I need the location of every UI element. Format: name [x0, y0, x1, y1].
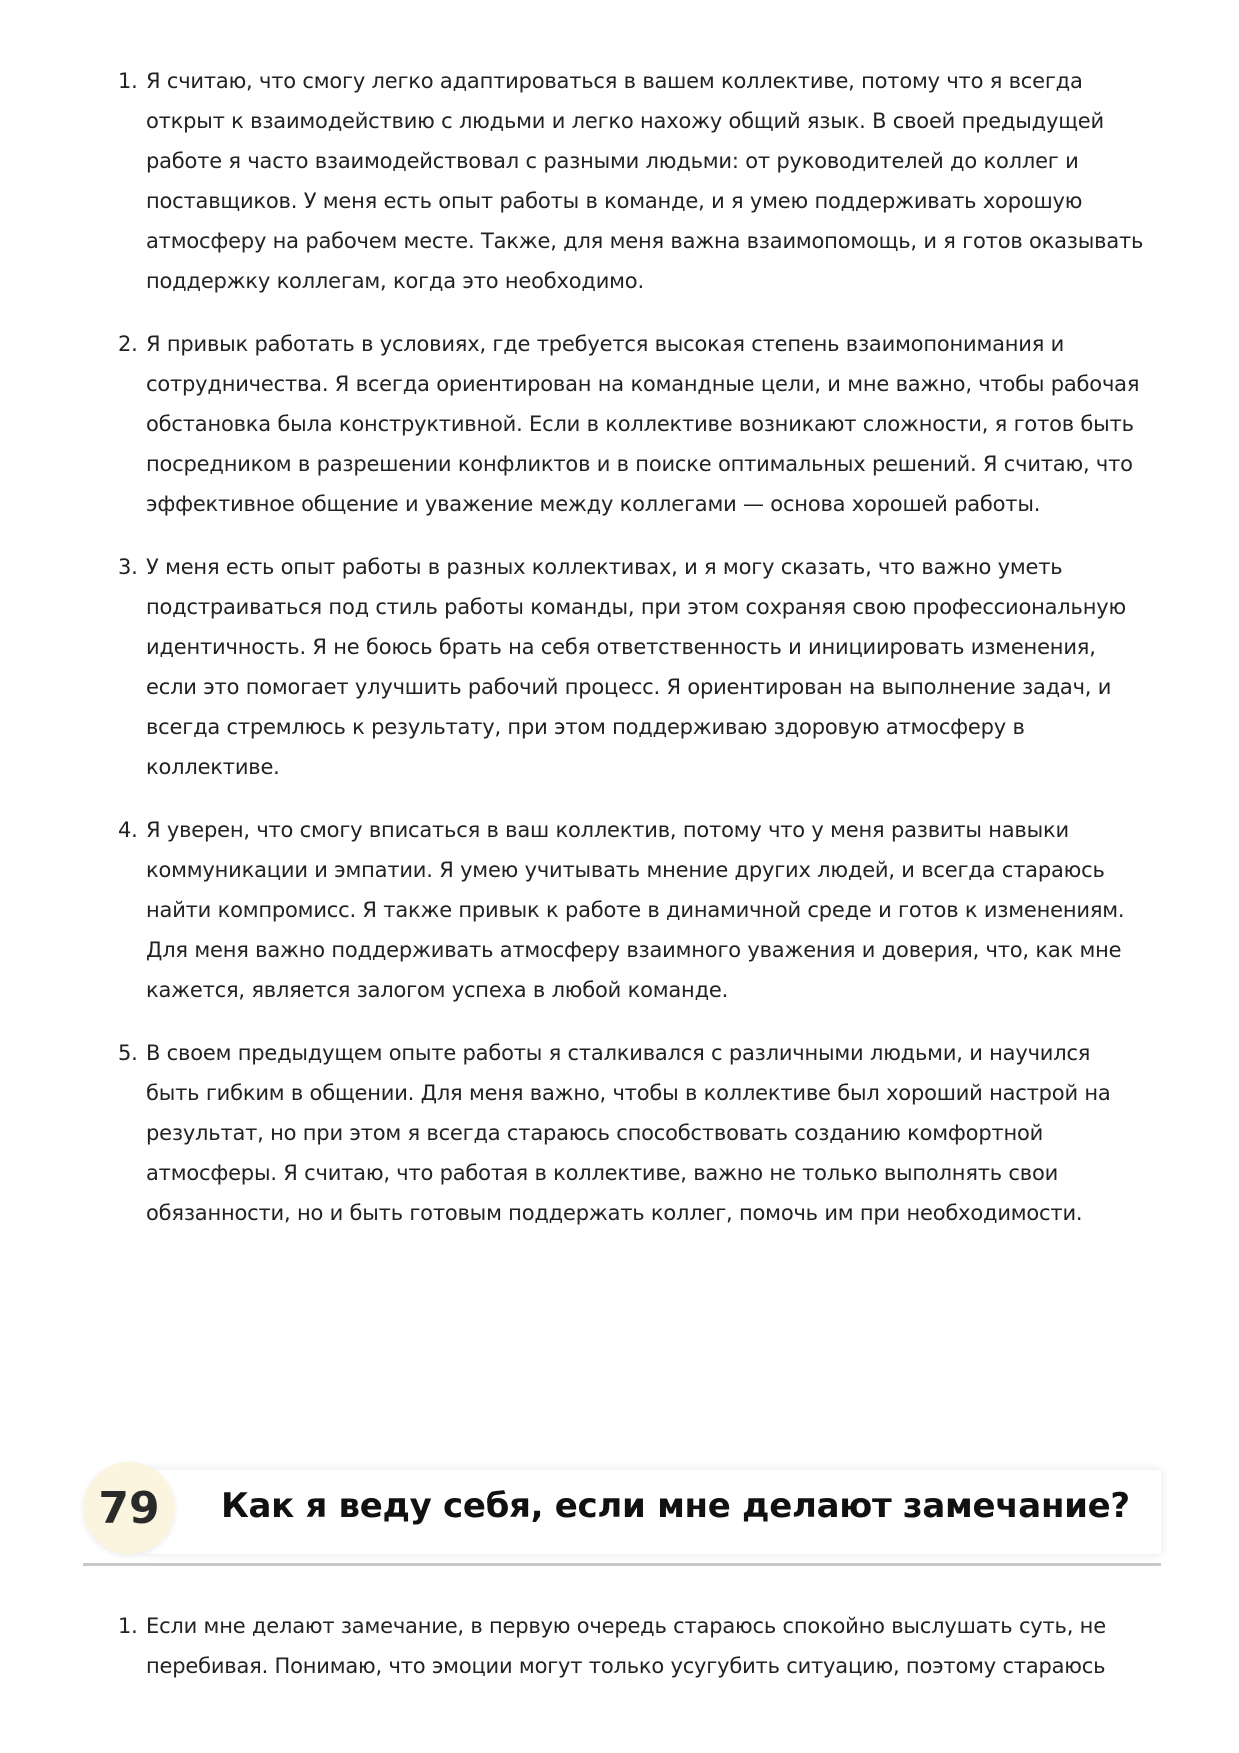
list-item-number: 2. — [118, 332, 138, 356]
list-item-text: Я считаю, что смогу легко адаптироваться в вашем коллективе, потому что я всегда открыт к взаимодействию с людьми и легко нахожу общий язык. В своей предыдущей работе я часто взаимодействовал с разными людьми: от руководителей до коллег и поставщиков. У меня есть опыт работы в команде, и я умею поддерживать хорошую атмосферу на рабочем месте. Также, для меня важна взаимопомощь, и я готов оказывать поддержку коллегам, когда это необходимо. — [146, 69, 1144, 293]
list-item-text: Я уверен, что смогу вписаться в ваш коллектив, потому что у меня развиты навыки коммуникации и эмпатии. Я умею учитывать мнение других людей, и всегда стараюсь найти компромисс. Я также привык к работе в динамичной среде и готов к изменениям. Для меня важно поддерживать атмосферу взаимного уважения и доверия, что, как мне кажется, является залогом успеха в любой команде. — [146, 818, 1125, 1002]
list-item — [118, 61, 1148, 301]
section-answer-list — [118, 1606, 1148, 1709]
list-item — [118, 1033, 1148, 1233]
list-item-text: Если мне делают замечание, в первую очередь стараюсь спокойно выслушать суть, не перебивая. Понимаю, что эмоции могут только усугубить ситуацию, поэтому стараюсь — [146, 1614, 1106, 1678]
section-header — [83, 1462, 1163, 1562]
section-title: Как я веду себя, если мне делают замечание? — [221, 1486, 1130, 1526]
list-item — [118, 810, 1148, 1010]
list-item-text: У меня есть опыт работы в разных коллективах, и я могу сказать, что важно уметь подстраиваться под стиль работы команды, при этом сохраняя свою профессиональную идентичность. Я не боюсь брать на себя ответственность и инициировать изменения, если это помогает улучшить рабочий процесс. Я ориентирован на выполнение задач, и всегда стремлюсь к результату, при этом поддерживаю здоровую атмосферу в коллективе. — [146, 555, 1126, 779]
list-item-number: 5. — [118, 1041, 138, 1065]
list-item-number: 4. — [118, 818, 138, 842]
section-number-badge: 79 — [83, 1462, 175, 1554]
answer-list — [118, 61, 1148, 1256]
list-item-text: В своем предыдущем опыте работы я сталкивался с различными людьми, и научился быть гибким в общении. Для меня важно, чтобы в коллективе был хороший настрой на результат, но при этом я всегда стараюсь способствовать созданию комфортной атмосферы. Я считаю, что работая в коллективе, важно не только выполнять свои обязанности, но и быть готовым поддержать коллег, помочь им при необходимости. — [146, 1041, 1111, 1225]
list-item-number: 1. — [118, 1614, 138, 1638]
list-item — [118, 1606, 1148, 1686]
list-item — [118, 547, 1148, 787]
section-divider — [83, 1563, 1161, 1566]
list-item-number: 1. — [118, 69, 138, 93]
list-item — [118, 324, 1148, 524]
list-item-number: 3. — [118, 555, 138, 579]
list-item-text: Я привык работать в условиях, где требуется высокая степень взаимопонимания и сотрудничества. Я всегда ориентирован на командные цели, и мне важно, чтобы рабочая обстановка была конструктивной. Если в коллективе возникают сложности, я готов быть посредником в разрешении конфликтов и в поиске оптимальных решений. Я считаю, что эффективное общение и уважение между коллегами — основа хорошей работы. — [146, 332, 1140, 516]
